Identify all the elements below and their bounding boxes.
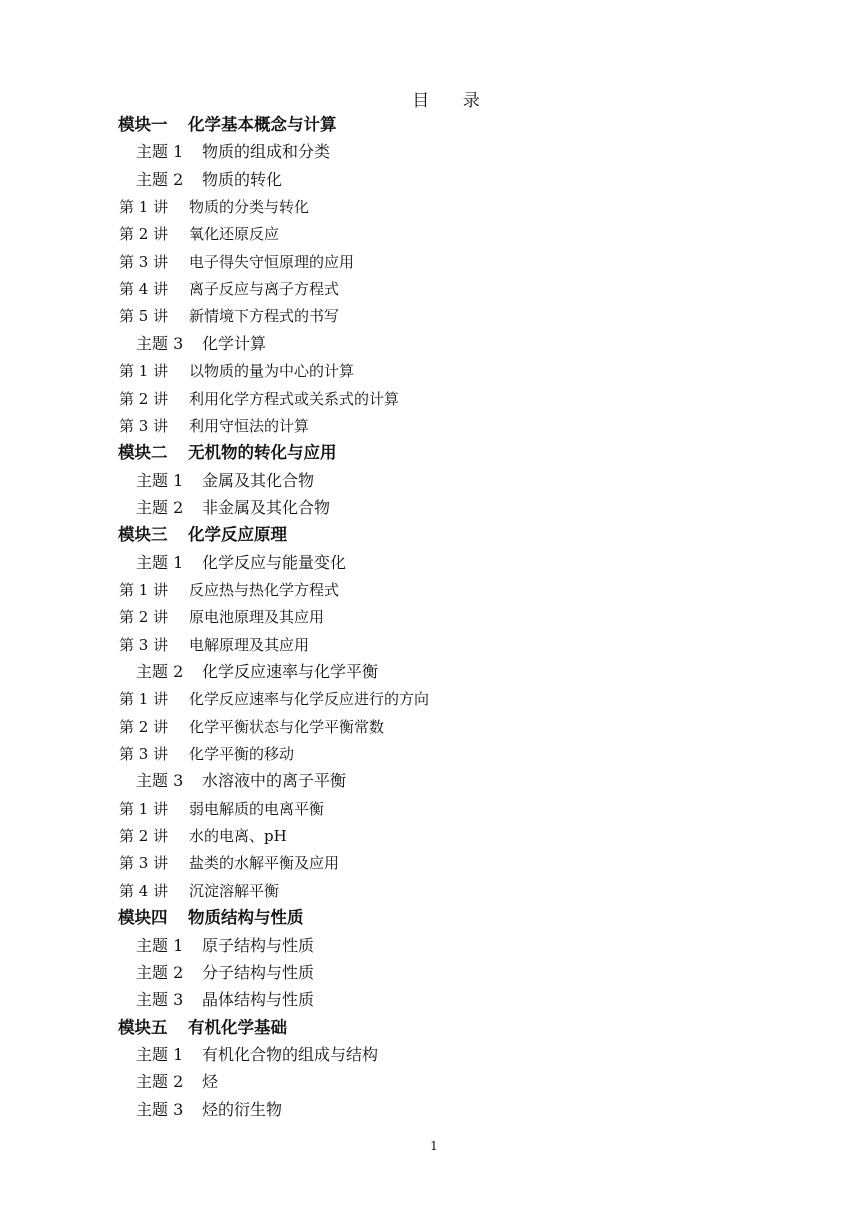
toc-entry-title: 化学反应速率与化学反应进行的方向 bbox=[189, 690, 430, 709]
toc-entry-number: 第 1 讲 bbox=[119, 580, 169, 599]
toc-entry-number: 第 1 讲 bbox=[119, 799, 169, 818]
toc-module-entry[interactable] bbox=[118, 905, 304, 931]
toc-entry-number: 主题 2 bbox=[136, 169, 184, 189]
toc-entry-title: 反应热与热化学方程式 bbox=[189, 580, 340, 599]
toc-theme-entry[interactable] bbox=[136, 495, 330, 521]
toc-entry-number: 主题 2 bbox=[136, 662, 184, 681]
toc-entry-number: 第 5 讲 bbox=[119, 307, 169, 326]
toc-lecture-entry[interactable] bbox=[119, 194, 309, 220]
toc-entry-number: 主题 1 bbox=[136, 142, 184, 162]
toc-module-entry[interactable] bbox=[118, 112, 337, 138]
toc-entry-title: 非金属及其化合物 bbox=[202, 497, 331, 517]
toc-entry-title: 电子得失守恒原理的应用 bbox=[189, 252, 355, 271]
toc-title: 目 录 bbox=[412, 91, 494, 111]
toc-theme-entry[interactable] bbox=[136, 933, 314, 959]
toc-entry-title: 化学基本概念与计算 bbox=[188, 115, 337, 134]
toc-module-entry[interactable] bbox=[118, 522, 287, 548]
toc-lecture-entry[interactable] bbox=[119, 823, 287, 849]
toc-lecture-entry[interactable] bbox=[119, 386, 399, 412]
toc-entry-title: 物质的分类与转化 bbox=[189, 198, 310, 217]
toc-lecture-entry[interactable] bbox=[119, 604, 324, 630]
toc-entry-number: 第 2 讲 bbox=[119, 717, 169, 736]
toc-entry-number: 主题 1 bbox=[136, 1044, 184, 1064]
toc-entry-title: 物质的组成和分类 bbox=[202, 142, 331, 162]
toc-entry-title: 有机化合物的组成与结构 bbox=[202, 1044, 379, 1064]
toc-entry-title: 弱电解质的电离平衡 bbox=[189, 799, 325, 818]
toc-entry-number: 第 1 讲 bbox=[119, 198, 169, 217]
toc-lecture-entry[interactable] bbox=[119, 577, 339, 603]
toc-lecture-entry[interactable] bbox=[119, 221, 279, 247]
toc-lecture-entry[interactable] bbox=[119, 714, 384, 740]
toc-entry-title: 分子结构与性质 bbox=[202, 962, 315, 982]
toc-module-entry[interactable] bbox=[118, 440, 337, 466]
toc-lecture-entry[interactable] bbox=[119, 413, 309, 439]
toc-entry-title: 化学平衡的移动 bbox=[189, 745, 295, 764]
toc-entry-number: 第 1 讲 bbox=[119, 690, 169, 709]
toc-entry-title: 利用化学方程式或关系式的计算 bbox=[189, 389, 400, 408]
toc-entry-number: 第 3 讲 bbox=[119, 416, 169, 435]
toc-entry-number: 主题 3 bbox=[136, 333, 184, 353]
toc-entry-number: 主题 2 bbox=[136, 962, 184, 982]
toc-theme-entry[interactable] bbox=[136, 768, 346, 794]
toc-lecture-entry[interactable] bbox=[119, 686, 429, 712]
toc-entry-title: 物质的转化 bbox=[202, 169, 283, 189]
toc-entry-title: 盐类的水解平衡及应用 bbox=[189, 854, 340, 873]
toc-entry-title: 原电池原理及其应用 bbox=[189, 608, 325, 627]
toc-entry-title: 氧化还原反应 bbox=[189, 225, 280, 244]
toc-entry-number: 主题 2 bbox=[136, 497, 184, 517]
toc-entry-number: 模块一 bbox=[118, 115, 168, 134]
toc-entry-number: 主题 1 bbox=[136, 552, 184, 572]
toc-entry-title: 晶体结构与性质 bbox=[202, 990, 315, 1010]
toc-entry-number: 模块五 bbox=[118, 1017, 168, 1037]
toc-lecture-entry[interactable] bbox=[119, 850, 339, 876]
toc-entry-number: 第 3 讲 bbox=[119, 854, 169, 873]
toc-entry-number: 第 2 讲 bbox=[119, 827, 169, 846]
toc-entry-title: 新情境下方程式的书写 bbox=[189, 307, 340, 326]
toc-entry-title: 无机物的转化与应用 bbox=[188, 443, 337, 463]
toc-entry-title: 化学计算 bbox=[202, 333, 267, 353]
toc-entry-title: 烃的衍生物 bbox=[202, 1099, 283, 1119]
toc-lecture-entry[interactable] bbox=[119, 878, 279, 904]
toc-lecture-entry[interactable] bbox=[119, 303, 339, 329]
toc-lecture-entry[interactable] bbox=[119, 276, 339, 302]
toc-entry-number: 模块二 bbox=[118, 443, 168, 463]
toc-theme-entry[interactable] bbox=[136, 139, 330, 165]
toc-theme-entry[interactable] bbox=[136, 1042, 378, 1068]
toc-theme-entry[interactable] bbox=[136, 1069, 218, 1095]
toc-entry-number: 模块三 bbox=[118, 525, 168, 545]
toc-entry-number: 第 3 讲 bbox=[119, 745, 169, 764]
toc-entry-title: 电解原理及其应用 bbox=[189, 635, 310, 654]
toc-entry-title: 沉淀溶解平衡 bbox=[189, 881, 280, 900]
toc-entry-number: 第 4 讲 bbox=[119, 881, 169, 900]
toc-module-entry[interactable] bbox=[118, 1015, 287, 1041]
toc-theme-entry[interactable] bbox=[136, 468, 314, 494]
toc-theme-entry[interactable] bbox=[136, 987, 314, 1013]
toc-entry-title: 有机化学基础 bbox=[188, 1017, 287, 1037]
toc-theme-entry[interactable] bbox=[136, 167, 282, 193]
toc-entry-title: 离子反应与离子方程式 bbox=[189, 280, 340, 299]
toc-entry-title: 水溶液中的离子平衡 bbox=[202, 771, 347, 791]
toc-entry-number: 模块四 bbox=[118, 908, 168, 928]
toc-theme-entry[interactable] bbox=[136, 659, 378, 685]
toc-entry-title: 化学反应与能量变化 bbox=[202, 552, 347, 572]
toc-entry-title: 利用守恒法的计算 bbox=[189, 416, 310, 435]
toc-entry-title: 水的电离、pH bbox=[189, 827, 287, 846]
toc-theme-entry[interactable] bbox=[136, 960, 314, 986]
toc-entry-number: 第 3 讲 bbox=[119, 252, 169, 271]
toc-entry-number: 第 1 讲 bbox=[119, 362, 169, 381]
toc-lecture-entry[interactable] bbox=[119, 249, 354, 275]
toc-entry-number: 第 2 讲 bbox=[119, 389, 169, 408]
toc-entry-title: 烃 bbox=[202, 1072, 219, 1092]
toc-entry-number: 第 2 讲 bbox=[119, 225, 169, 244]
page-number: 1 bbox=[430, 1139, 438, 1153]
toc-entry-title: 化学反应速率与化学平衡 bbox=[202, 662, 379, 681]
toc-entry-number: 主题 3 bbox=[136, 990, 184, 1010]
toc-entry-title: 化学平衡状态与化学平衡常数 bbox=[189, 717, 385, 736]
toc-entry-number: 主题 2 bbox=[136, 1072, 184, 1092]
toc-entry-title: 原子结构与性质 bbox=[202, 935, 315, 955]
toc-entry-title: 金属及其化合物 bbox=[202, 470, 315, 490]
toc-entry-number: 主题 3 bbox=[136, 771, 184, 791]
toc-entry-number: 主题 3 bbox=[136, 1099, 184, 1119]
toc-entry-number: 主题 1 bbox=[136, 935, 184, 955]
toc-entry-number: 第 3 讲 bbox=[119, 635, 169, 654]
toc-theme-entry[interactable] bbox=[136, 550, 346, 576]
toc-entry-title: 化学反应原理 bbox=[188, 525, 287, 545]
toc-entry-number: 主题 1 bbox=[136, 470, 184, 490]
toc-lecture-entry[interactable] bbox=[119, 358, 354, 384]
toc-theme-entry[interactable] bbox=[136, 1097, 282, 1123]
toc-entry-title: 物质结构与性质 bbox=[188, 908, 304, 928]
toc-lecture-entry[interactable] bbox=[119, 796, 324, 822]
toc-theme-entry[interactable] bbox=[136, 331, 266, 357]
toc-lecture-entry[interactable] bbox=[119, 741, 294, 767]
toc-entry-title: 以物质的量为中心的计算 bbox=[189, 362, 355, 381]
toc-entry-number: 第 4 讲 bbox=[119, 280, 169, 299]
toc-lecture-entry[interactable] bbox=[119, 632, 309, 658]
toc-entry-number: 第 2 讲 bbox=[119, 608, 169, 627]
